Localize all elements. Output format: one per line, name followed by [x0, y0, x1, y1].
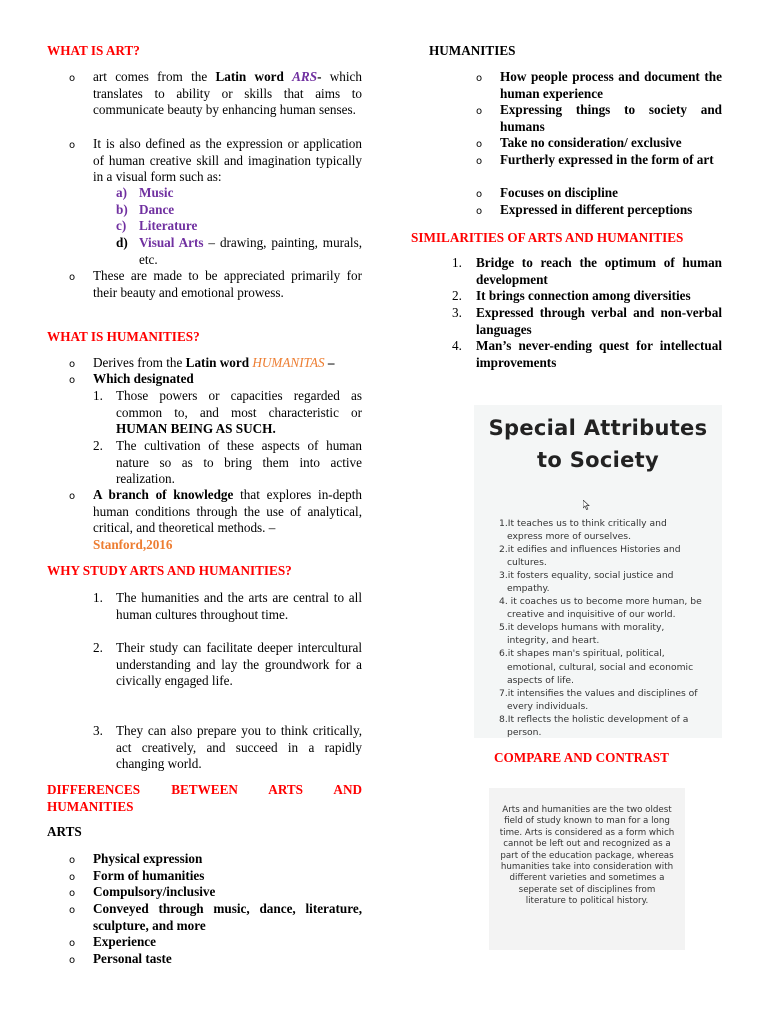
art-form-visual-arts — [116, 235, 362, 268]
citation-stanford: Stanford,2016 — [93, 537, 173, 552]
humanities-item: How people process and document the human experience — [500, 69, 722, 101]
bullet-icon: o — [69, 905, 76, 916]
humanitas-word: HUMANITAS — [252, 355, 325, 370]
bullet-icon: o — [69, 888, 76, 899]
bullet-icon: o — [476, 156, 483, 167]
list-number: 2. — [452, 288, 462, 303]
branch-of-knowledge-text — [93, 487, 362, 537]
form-label: Dance — [139, 202, 175, 217]
special-attributes-title-line2: to Society — [537, 448, 659, 472]
arts-label: ARTS — [47, 824, 82, 839]
bullet-icon: o — [69, 491, 76, 502]
bullet-icon: o — [476, 189, 483, 200]
special-attributes-list — [499, 517, 704, 739]
list-number: 1. — [452, 255, 462, 270]
art-definition-text — [93, 69, 362, 119]
what-is-art-heading: WHAT IS ART? — [47, 43, 140, 58]
similarity-item: Expressed through verbal and non-verbal languages — [476, 305, 722, 337]
similarities-heading: SIMILARITIES OF ARTS AND HUMANITIES — [411, 230, 684, 245]
art-def-dash: - — [317, 69, 322, 84]
similarity-item: Man’s never-ending quest for intellectual improvements — [476, 338, 722, 370]
why-study-heading: WHY STUDY ARTS AND HUMANITIES? — [47, 563, 292, 578]
bullet-icon: o — [476, 106, 483, 117]
bullet-icon: o — [476, 139, 483, 150]
bullet-icon: o — [69, 272, 76, 283]
art-appreciation-text: These are made to be appreciated primarily for their beauty and emotional prowess. — [93, 268, 362, 300]
attribute-item: 4. it coaches us to become more human, be creative and inquisitive of our world. — [499, 596, 702, 621]
attribute-item: 6.it shapes man's spiritual, political, emotional, cultural, social and economic aspects of life. — [499, 648, 694, 686]
list-number: 2. — [93, 640, 103, 655]
bullet-icon: o — [69, 375, 76, 386]
art-form-music — [116, 185, 174, 202]
compare-contrast-image — [489, 788, 685, 950]
list-number: 1. — [93, 388, 103, 403]
bullet-icon: o — [69, 872, 76, 883]
list-number: 3. — [452, 305, 462, 320]
form-letter: a) — [116, 185, 127, 200]
mouse-cursor-icon — [583, 500, 590, 510]
why-study-item: The humanities and the arts are central to all human cultures throughout time. — [116, 590, 362, 622]
bullet-icon: o — [476, 73, 483, 84]
list-number: 3. — [93, 723, 103, 738]
arts-item: Conveyed through music, dance, literature, sculpture, and more — [93, 901, 362, 933]
special-attributes-image — [474, 405, 722, 738]
form-letter: b) — [116, 202, 128, 217]
derives-latin: Latin word — [185, 355, 253, 370]
compare-contrast-text: Arts and humanities are the two oldest field of study known to man for a long time. Arts is considered as a form which cannot be left out and recognized as a part of the education package, whereas humanities take into consideration with different varieties and sometimes a seperate set of disciplines from literature to political history. — [499, 805, 675, 907]
list-number: 1. — [93, 590, 103, 605]
bullet-icon: o — [69, 938, 76, 949]
bullet-icon: o — [69, 359, 76, 370]
humanitas-derives-text — [93, 355, 362, 372]
derives-dash: – — [324, 355, 335, 370]
what-is-humanities-heading: WHAT IS HUMANITIES? — [47, 329, 200, 344]
ars-word: ARS — [292, 69, 318, 84]
arts-item: Physical expression — [93, 851, 203, 866]
which-designated-text: Which designated — [93, 371, 194, 386]
derives-pre: Derives from the — [93, 355, 186, 370]
bullet-icon: o — [69, 140, 76, 151]
list-number: 4. — [452, 338, 462, 353]
why-study-item: They can also prepare you to think critically, act creatively, and succeed in a rapidly changing world. — [116, 723, 362, 772]
humanities-item: Furtherly expressed in the form of art — [500, 152, 714, 167]
compare-contrast-heading: COMPARE AND CONTRAST — [494, 750, 669, 765]
art-form-literature — [116, 218, 198, 235]
similarity-item: It brings connection among diversities — [476, 288, 691, 303]
bullet-icon: o — [69, 855, 76, 866]
form-letter: c) — [116, 218, 127, 233]
art-def-latin: Latin word — [215, 69, 293, 84]
list-number: 2. — [93, 438, 103, 453]
arts-item: Compulsory/inclusive — [93, 884, 216, 899]
humanities-sub1 — [116, 388, 362, 438]
art-def-pre: art comes from the — [93, 69, 216, 84]
attribute-item: 1.It teaches us to think critically and express more of ourselves. — [499, 518, 667, 543]
form-label: Visual Arts — [139, 235, 204, 250]
form-label: Literature — [139, 218, 198, 233]
humanities-item: Focuses on discipline — [500, 185, 618, 200]
form-letter: d) — [116, 235, 128, 250]
special-attributes-title-line1: Special Attributes — [488, 416, 708, 440]
humanities-item: Take no consideration/ exclusive — [500, 135, 682, 150]
arts-item: Personal taste — [93, 951, 172, 966]
humanities-sub2: The cultivation of these aspects of human nature so as to bring them into active realization. — [116, 438, 362, 487]
arts-item: Form of humanities — [93, 868, 205, 883]
differences-heading: DIFFERENCES BETWEEN ARTS AND HUMANITIES — [47, 782, 362, 814]
humanities-item: Expressing things to society and humans — [500, 102, 722, 134]
art-form-dance — [116, 202, 175, 219]
sub1-bold: HUMAN BEING AS SUCH. — [116, 421, 276, 437]
branch-bold: A branch of knowledge — [93, 487, 234, 502]
why-study-item: Their study can facilitate deeper intercultural understanding and lay the groundwork for a civically engaged life. — [116, 640, 362, 689]
humanities-label: HUMANITIES — [429, 43, 516, 58]
sub1-text: Those powers or capacities regarded as common to, and most characteristic or — [116, 388, 362, 420]
attribute-item: 7.it intensifies the values and disciplines of every individuals. — [499, 687, 698, 712]
form-rest: – drawing, painting, murals, etc. — [139, 235, 363, 267]
humanities-item: Expressed in different perceptions — [500, 202, 693, 217]
branch-rest: that explores in-depth human conditions through the use of analytical, critical, and theoretical methods. – — [93, 487, 362, 536]
art-def-post: which translates to ability or skills that aims to communicate beauty by enhancing human senses. — [93, 69, 362, 118]
attribute-item: 2.it edifies and influences Histories and cultures. — [499, 544, 681, 569]
bullet-icon: o — [69, 73, 76, 84]
art-expression-text: It is also defined as the expression or application of human creative skill and imagination typically in a visual form such as: — [93, 136, 362, 185]
arts-item: Experience — [93, 934, 156, 949]
attribute-item: 3.it fosters equality, social justice and empathy. — [499, 570, 674, 595]
attribute-item: 5.it develops humans with morality, integrity, and heart. — [499, 622, 665, 647]
bullet-icon: o — [69, 955, 76, 966]
similarity-item: Bridge to reach the optimum of human development — [476, 255, 722, 287]
form-label: Music — [139, 185, 174, 200]
bullet-icon: o — [476, 206, 483, 217]
attribute-item: 8.It reflects the holistic development of a person. — [499, 713, 689, 738]
